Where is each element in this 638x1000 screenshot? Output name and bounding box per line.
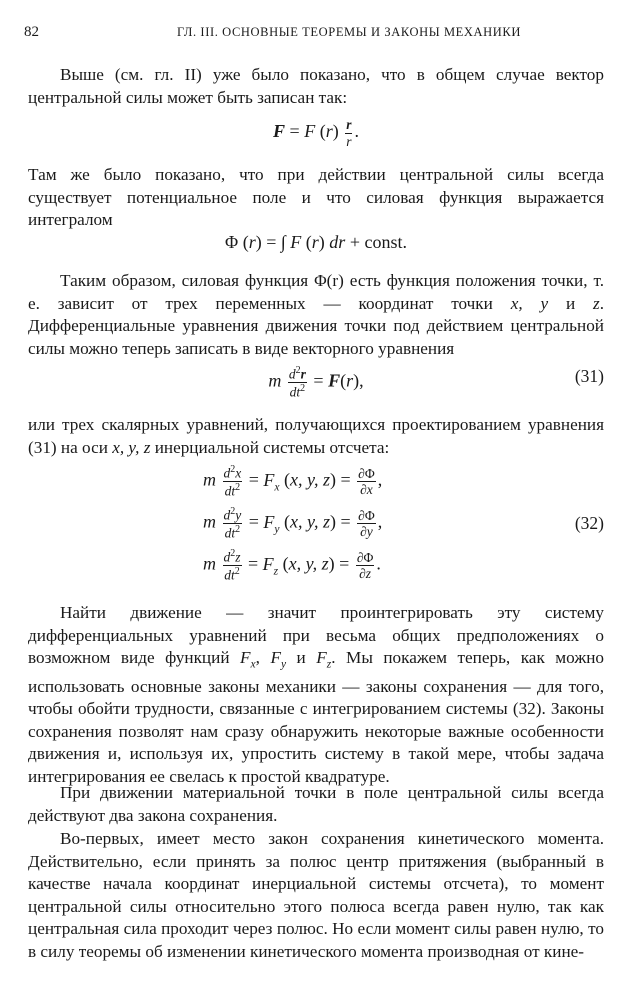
paragraph-two-conservation-laws: При движении материальной точки в поле центральной силы всегда действуют два закона сохранения. (28, 783, 604, 825)
equation-force-function: Φ (r) = ∫ F (r) dr + const. (225, 232, 407, 252)
equation-number-31: (31) (574, 366, 604, 386)
equation-32-y: m $\frac{d^2y}{dt^2}$ = $F_y$ (x, y, z) = $\frac{\partial\Phi}{\partial y}$ , (203, 506, 383, 541)
paragraph-differential-equations: Таким образом, силовая функция Φ(r) есть функция положения точки, т. е. зависит от трех переменных — координат точки x, y и z. Дифференциальные уравнения движения точки под действием центральной силы можно теперь записать в виде векторного уравнения (28, 271, 604, 358)
const-term: + const. (349, 232, 407, 252)
equation-system-32 (28, 465, 604, 583)
equation-number-32: (32) (574, 513, 604, 533)
paragraph-potential-field: Там же было показано, что при действии центральной силы всегда существует потенциальное поле и что силовая функция выражается интегралом (28, 165, 604, 229)
paragraph-central-force: Выше (см. гл. II) уже было показано, что в общем случае вектор центральной силы может быть записан так: (28, 65, 604, 107)
paragraph-find-motion: Найти движение — значит проинтегрировать эту систему дифференциальных уравнений при весьма общих предположениях о возможном виде функций $F_x$, $F_y$ и $F_z$. Мы покажем теперь, как можно использовать основные законы механики — законы сохранения — для того, чтобы обойти трудности, связанные с интегрированием системы (32). Законы сохранения позволят нам сразу обнаружить некоторые важные особенности движения и, используя их, упростить систему в такой мере, чтобы задача интегрирования ее свелась к простой квадратуре. (28, 603, 604, 786)
equation-32-x: m $\frac{d^2x}{dt^2}$ = $F_x$ (x, y, z) = $\frac{\partial\Phi}{\partial x}$ , (203, 464, 383, 499)
page-number: 82 (24, 24, 39, 40)
equation-31: m $\frac{d^2r}{dt^2}$ = F(r), (31) (268, 365, 604, 400)
page-header (24, 24, 614, 46)
running-head: ГЛ. III. ОСНОВНЫЕ ТЕОРЕМЫ И ЗАКОНЫ МЕХАНИКИ (177, 25, 521, 39)
equation-central-force: F = F (r) $\frac{r}{r}$ . (273, 117, 359, 149)
paragraph-scalar-equations: или трех скалярных уравнений, получающихся проектированием уравнения (31) на оси x, y, z инерциальной системы отсчета: (28, 415, 604, 457)
equation-32-z: m $\frac{d^2z}{dt^2}$ = $F_z$ (x, y, z) = $\frac{\partial\Phi}{\partial z}$ . (203, 548, 381, 583)
paragraph-angular-momentum: Во-первых, имеет место закон сохранения кинетического момента. Действительно, если принять за полюс центр притяжения (выбранный в качестве начала координат инерциальной системы отсчета), то момент центральной силы относительно этого полюса всегда равен нулю, так как центральная сила проходит через полюс. Но если момент силы равен нулю, то в силу теоремы об изменении кинетического момента производная от кине- (28, 829, 604, 961)
